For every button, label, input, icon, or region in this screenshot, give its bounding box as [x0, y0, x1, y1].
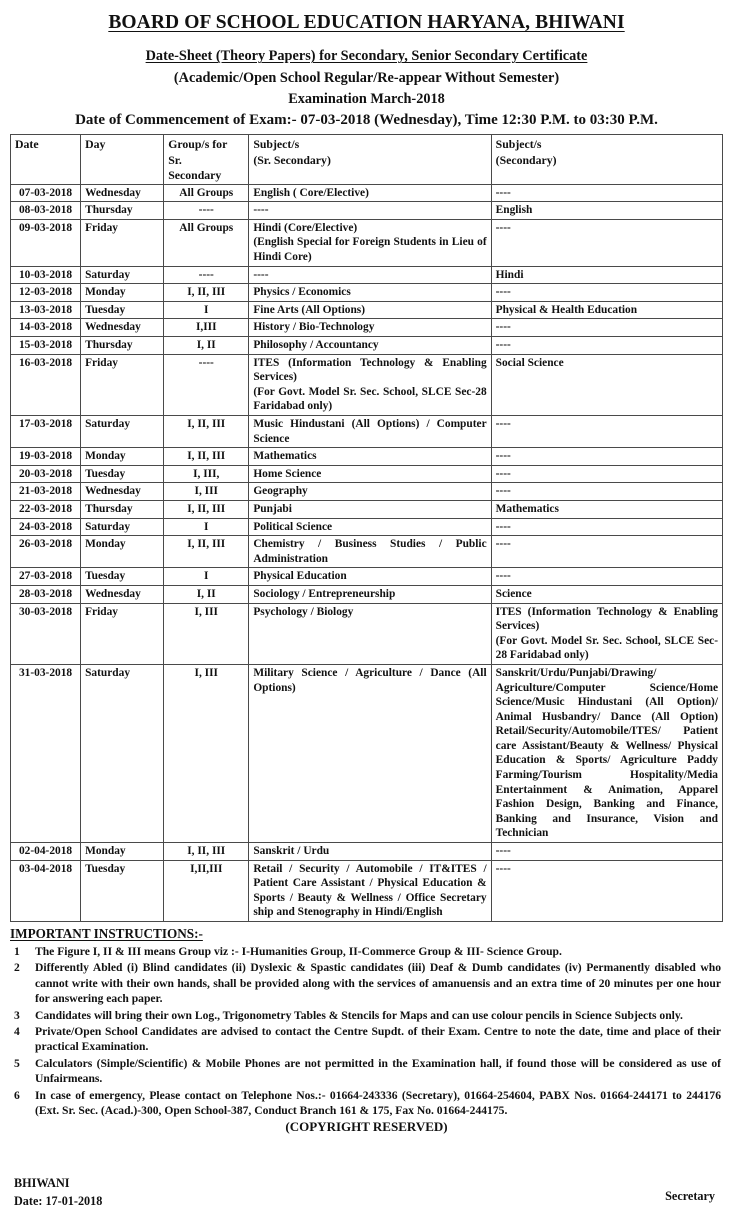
col-header-group-line2: Sr. [168, 152, 182, 167]
cell-subject-sec: ---- [491, 518, 722, 536]
cell-date: 15-03-2018 [11, 337, 81, 355]
cell-group: I [164, 518, 249, 536]
instruction-number: 4 [14, 1025, 20, 1039]
cell-day: Tuesday [81, 465, 164, 483]
table-row [11, 266, 723, 284]
cell-group: I, III, [164, 465, 249, 483]
cell-day: Wednesday [81, 319, 164, 337]
cell-day: Monday [81, 536, 164, 568]
instruction-item [10, 944, 721, 959]
cell-subject-sr: History / Bio-Technology [249, 319, 491, 337]
cell-date: 28-03-2018 [11, 585, 81, 603]
col-header-subject-sr [249, 135, 491, 184]
cell-group: I, III [164, 483, 249, 501]
cell-subject-sr: Psychology / Biology [249, 603, 491, 664]
table-row [11, 448, 723, 466]
cell-day: Wednesday [81, 483, 164, 501]
cell-subject-sr: Retail / Security / Automobile / IT&ITES / Patient Care Assistant / Physical Education & Sports / Beauty & Wellness / Office Secretary ship and Stenography in Hindi/English [249, 860, 491, 921]
table-row [11, 843, 723, 861]
table-row [11, 301, 723, 319]
cell-subject-sec: Hindi [491, 266, 722, 284]
table-row [11, 483, 723, 501]
cell-subject-sr: Mathematics [249, 448, 491, 466]
cell-subject-sr: Home Science [249, 465, 491, 483]
instruction-number: 6 [14, 1088, 20, 1102]
cell-subject-sec: ---- [491, 219, 722, 266]
table-row [11, 536, 723, 568]
instructions-list [0, 944, 733, 1118]
instruction-text: Private/Open School Candidates are advised to contact the Centre Supdt. of their Exam. Centre to note the date, time and place of their practical Examination. [35, 1025, 721, 1054]
col-header-subject-sec-line2: (Secondary) [495, 152, 557, 167]
col-header-day: Day [81, 135, 164, 184]
table-row [11, 319, 723, 337]
table-row [11, 354, 723, 415]
col-header-group-line3: Secondary [168, 167, 222, 182]
cell-subject-sec: ---- [491, 843, 722, 861]
cell-subject-sr: Hindi (Core/Elective) (English Special for Foreign Students in Lieu of Hindi Core) [249, 219, 491, 266]
cell-subject-sec: ---- [491, 568, 722, 586]
cell-day: Friday [81, 354, 164, 415]
cell-date: 17-03-2018 [11, 416, 81, 448]
cell-day: Saturday [81, 518, 164, 536]
cell-group: I, II, III [164, 448, 249, 466]
datesheet-table-wrapper [0, 134, 733, 922]
cell-group: I, II, III [164, 843, 249, 861]
datesheet-subtitle-line2: (Academic/Open School Regular/Re-appear Without Semester) [173, 70, 560, 87]
instruction-number: 2 [14, 961, 20, 975]
cell-day: Thursday [81, 337, 164, 355]
cell-date: 10-03-2018 [11, 266, 81, 284]
cell-group: I, II, III [164, 284, 249, 302]
cell-date: 02-04-2018 [11, 843, 81, 861]
cell-subject-sec: ---- [491, 536, 722, 568]
cell-subject-sec: ---- [491, 465, 722, 483]
col-header-subject-sec-line1: Subject/s [495, 137, 542, 152]
cell-group: I, II [164, 585, 249, 603]
table-row [11, 664, 723, 842]
cell-date: 26-03-2018 [11, 536, 81, 568]
board-title: BOARD OF SCHOOL EDUCATION HARYANA, BHIWANI [108, 12, 625, 33]
copyright-notice: (COPYRIGHT RESERVED) [285, 1119, 448, 1135]
instruction-text: The Figure I, II & III means Group viz :- I-Humanities Group, II-Commerce Group & III- Science Group. [35, 945, 562, 959]
instruction-item [10, 1008, 721, 1023]
table-row [11, 465, 723, 483]
cell-day: Tuesday [81, 568, 164, 586]
cell-date: 12-03-2018 [11, 284, 81, 302]
cell-date: 08-03-2018 [11, 202, 81, 220]
table-row [11, 219, 723, 266]
table-header-row [11, 135, 723, 184]
instruction-item [10, 1088, 721, 1119]
cell-day: Monday [81, 843, 164, 861]
cell-day: Monday [81, 284, 164, 302]
cell-subject-sec: ---- [491, 184, 722, 202]
cell-subject-sec: Sanskrit/Urdu/Punjabi/Drawing/ Agriculture/Computer Science/Home Science/Music Hindustani (All Option)/ Animal Husbandry/ Dance (All Option) Retail/Security/Automobile/ITES/ Patient care Assistant/Beauty & Wellness/ Physical Education & Sports/ Agriculture Paddy Farming/Tourism Hospitality/Media Entertainment & Animation, Apparel Fashion Design, Banking and Finance, Banking and Insurance, Vision and Technician [491, 664, 722, 842]
table-row [11, 568, 723, 586]
col-header-subject-sr-line2: (Sr. Secondary) [253, 152, 331, 167]
cell-group: I,II,III [164, 860, 249, 921]
cell-day: Friday [81, 603, 164, 664]
footer-left-block [14, 1175, 102, 1210]
cell-date: 31-03-2018 [11, 664, 81, 842]
cell-group: I, II, III [164, 500, 249, 518]
cell-subject-sec: ---- [491, 284, 722, 302]
table-row [11, 860, 723, 921]
cell-subject-sr: Political Science [249, 518, 491, 536]
instruction-number: 3 [14, 1008, 20, 1022]
cell-group: All Groups [164, 184, 249, 202]
footer-signatory: Secretary [665, 1189, 715, 1204]
cell-subject-sec: ---- [491, 448, 722, 466]
col-header-group [164, 135, 249, 184]
cell-subject-sec: Physical & Health Education [491, 301, 722, 319]
cell-subject-sr: Physics / Economics [249, 284, 491, 302]
cell-day: Wednesday [81, 585, 164, 603]
cell-subject-sr: ITES (Information Technology & Enabling Services) (For Govt. Model Sr. Sec. School, SLCE Sec-28 Faridabad only) [249, 354, 491, 415]
cell-group: I, II [164, 337, 249, 355]
cell-subject-sec: Social Science [491, 354, 722, 415]
commencement-line: Date of Commencement of Exam:- 07-03-2018 (Wednesday), Time 12:30 P.M. to 03:30 P.M. [75, 112, 658, 129]
cell-date: 09-03-2018 [11, 219, 81, 266]
cell-date: 27-03-2018 [11, 568, 81, 586]
table-row [11, 202, 723, 220]
cell-date: 14-03-2018 [11, 319, 81, 337]
table-header [11, 135, 723, 184]
table-row [11, 585, 723, 603]
cell-subject-sr: Chemistry / Business Studies / Public Administration [249, 536, 491, 568]
document-footer [0, 1175, 733, 1210]
document-header [0, 12, 733, 129]
cell-day: Saturday [81, 664, 164, 842]
instruction-number: 1 [14, 945, 20, 959]
cell-subject-sr: ---- [249, 202, 491, 220]
cell-subject-sr: Fine Arts (All Options) [249, 301, 491, 319]
date-sheet-document [0, 12, 733, 1212]
cell-subject-sec: ---- [491, 860, 722, 921]
cell-group: I, II, III [164, 416, 249, 448]
cell-subject-sec: ---- [491, 337, 722, 355]
cell-date: 20-03-2018 [11, 465, 81, 483]
datesheet-subtitle-line1: Date-Sheet (Theory Papers) for Secondary, Senior Secondary Certificate [145, 48, 588, 65]
col-header-group-line1: Group/s for [168, 137, 228, 152]
cell-subject-sr: Punjabi [249, 500, 491, 518]
instruction-number: 5 [14, 1056, 20, 1070]
cell-group: ---- [164, 202, 249, 220]
instruction-item [10, 1056, 721, 1087]
table-row [11, 500, 723, 518]
cell-date: 21-03-2018 [11, 483, 81, 501]
cell-date: 03-04-2018 [11, 860, 81, 921]
cell-subject-sr: Music Hindustani (All Options) / Computer Science [249, 416, 491, 448]
cell-date: 24-03-2018 [11, 518, 81, 536]
footer-place: BHIWANI [14, 1176, 70, 1191]
cell-group: I [164, 568, 249, 586]
cell-date: 13-03-2018 [11, 301, 81, 319]
cell-day: Wednesday [81, 184, 164, 202]
cell-subject-sr: Sanskrit / Urdu [249, 843, 491, 861]
cell-date: 07-03-2018 [11, 184, 81, 202]
cell-date: 19-03-2018 [11, 448, 81, 466]
cell-day: Friday [81, 219, 164, 266]
cell-subject-sec: ---- [491, 483, 722, 501]
col-header-subject-sec [491, 135, 722, 184]
instruction-item [10, 960, 721, 1006]
table-row [11, 603, 723, 664]
cell-subject-sr: Military Science / Agriculture / Dance (All Options) [249, 664, 491, 842]
cell-day: Thursday [81, 202, 164, 220]
cell-day: Monday [81, 448, 164, 466]
table-row [11, 518, 723, 536]
cell-subject-sr: English ( Core/Elective) [249, 184, 491, 202]
cell-subject-sr: Philosophy / Accountancy [249, 337, 491, 355]
table-row [11, 337, 723, 355]
cell-subject-sec: English [491, 202, 722, 220]
cell-group: I [164, 301, 249, 319]
cell-group: I, II, III [164, 536, 249, 568]
cell-day: Saturday [81, 266, 164, 284]
instruction-item [10, 1024, 721, 1055]
cell-date: 16-03-2018 [11, 354, 81, 415]
instruction-text: Candidates will bring their own Log., Trigonometry Tables & Stencils for Maps and can use colour pencils in Science Subjects only. [35, 1008, 683, 1022]
cell-group: ---- [164, 354, 249, 415]
footer-date: Date: 17-01-2018 [14, 1194, 103, 1209]
col-header-date: Date [11, 135, 81, 184]
instruction-text: Differently Abled (i) Blind candidates (ii) Dyslexic & Spastic candidates (iii) Deaf & Dumb candidates (iv) Permanently disabled who cannot write with their own hands, shall be provided along with the services of amanuensis and an extra time of 20 minutes per one hour for answering each paper. [35, 961, 721, 1006]
instruction-text: In case of emergency, Please contact on Telephone Nos.:- 01664-243336 (Secretary), 01664-254604, PABX Nos. 01664-244171 to 244176 (Ext. Sr. Sec. (Acad.)-300, Open School-387, Conduct Branch 161 & 175, Fax No. 01664-244175. [35, 1088, 721, 1118]
instruction-text: Calculators (Simple/Scientific) & Mobile Phones are not permitted in the Examination hall, if found those will be considered as use of Unfairmeans. [35, 1056, 721, 1086]
cell-group: I, III [164, 603, 249, 664]
cell-group: I, III [164, 664, 249, 842]
cell-date: 30-03-2018 [11, 603, 81, 664]
table-row [11, 284, 723, 302]
cell-subject-sr: Physical Education [249, 568, 491, 586]
cell-day: Tuesday [81, 301, 164, 319]
cell-subject-sec: Science [491, 585, 722, 603]
cell-subject-sr: Geography [249, 483, 491, 501]
cell-day: Thursday [81, 500, 164, 518]
cell-group: ---- [164, 266, 249, 284]
cell-subject-sec: ITES (Information Technology & Enabling Services) (For Govt. Model Sr. Sec. School, SLCE Sec-28 Faridabad only) [491, 603, 722, 664]
instructions-heading: IMPORTANT INSTRUCTIONS:- [10, 926, 203, 942]
cell-subject-sec: Mathematics [491, 500, 722, 518]
cell-day: Saturday [81, 416, 164, 448]
datesheet-table [10, 134, 723, 922]
examination-session: Examination March-2018 [288, 91, 445, 108]
table-row [11, 184, 723, 202]
cell-subject-sr: Sociology / Entrepreneurship [249, 585, 491, 603]
cell-subject-sec: ---- [491, 416, 722, 448]
table-body [11, 184, 723, 921]
col-header-subject-sr-line1: Subject/s [253, 137, 300, 152]
cell-group: I,III [164, 319, 249, 337]
cell-group: All Groups [164, 219, 249, 266]
cell-subject-sec: ---- [491, 319, 722, 337]
cell-date: 22-03-2018 [11, 500, 81, 518]
table-row [11, 416, 723, 448]
cell-subject-sr: ---- [249, 266, 491, 284]
cell-day: Tuesday [81, 860, 164, 921]
